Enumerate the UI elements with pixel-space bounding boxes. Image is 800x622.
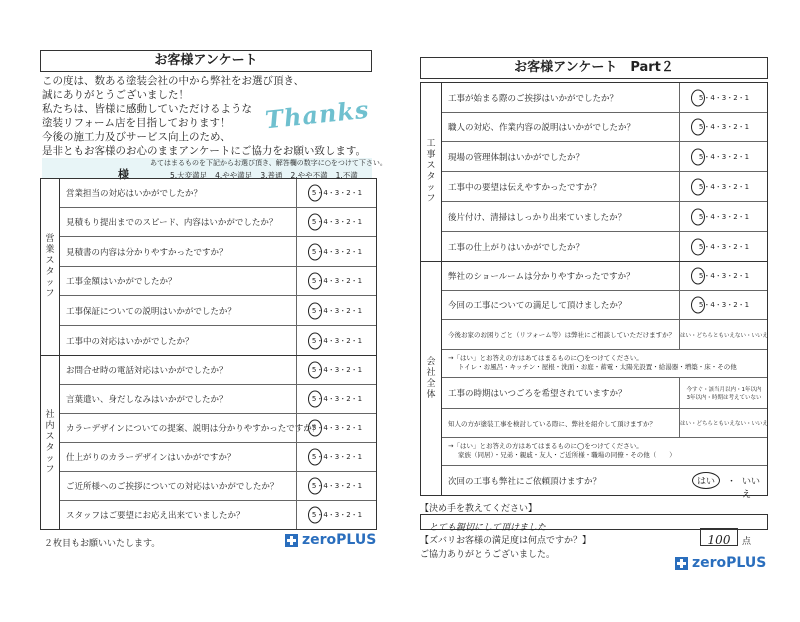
rating-scale[interactable]: 5・4・3・2・1	[296, 267, 377, 295]
table-row: 見積もり提出までのスピード、内容はいかがでしたか？ 5・4・3・2・1	[60, 208, 376, 237]
rating-scale[interactable]: 5・4・3・2・1	[296, 208, 377, 236]
section-label-sales: 営業スタッフ	[41, 179, 60, 356]
section-label-company: 会社全体	[421, 262, 442, 495]
thanks-watermark: Thanks	[263, 94, 371, 135]
rating-scale[interactable]: 5・4・3・2・1	[296, 179, 377, 207]
selected-rating-circle	[308, 214, 322, 231]
consult-choice[interactable]: はい・どちらともいえない・いいえ	[679, 320, 768, 349]
table-row: 次回の工事も弊社にご依頼頂けますか？ はい ・ いいえ	[442, 466, 767, 495]
selected-rating-circle	[691, 268, 705, 285]
table-row: 工事が始まる際のご挨拶はいかがでしたか？ 5・4・3・2・1	[442, 83, 767, 113]
rating-scale[interactable]: 5・4・3・2・1	[296, 237, 377, 266]
section-label-office: 社内スタッフ	[41, 356, 60, 529]
rating-scale[interactable]: 5・4・3・2・1	[296, 385, 377, 413]
score-label: 【ズバリお客様の満足度は何点ですか？】	[420, 536, 592, 546]
table-row: 職人の対応、作業内容の説明はいかがでしたか？ 5・4・3・2・1	[442, 113, 767, 142]
thanks-line: ご協力ありがとうございました。	[420, 550, 556, 560]
rating-scale[interactable]: 5・4・3・2・1	[296, 472, 377, 500]
selected-rating-circle	[308, 243, 322, 260]
table-row: 営業担当の対応はいかがでしたか？ 5・4・3・2・1	[60, 179, 376, 208]
score-box[interactable]	[700, 528, 738, 546]
selected-rating-circle	[308, 420, 322, 437]
right-logo: zeroPLUS	[675, 555, 766, 571]
rating-scale[interactable]: 5・4・3・2・1	[296, 443, 377, 471]
rating-scale[interactable]: 5・4・3・2・1	[679, 262, 768, 290]
selected-rating-circle	[691, 297, 705, 314]
instruction-text: あてはまるものを下記からお選び頂き、解答欄の数字に○をつけて下さい。	[150, 159, 387, 167]
table-row: 工事中の対応はいかがでしたか？ 5・4・3・2・1	[60, 326, 376, 356]
table-row: 工事金額はいかがでしたか？ 5・4・3・2・1	[60, 267, 376, 296]
selected-rating-circle	[691, 148, 705, 165]
table-row: 工事中の要望は伝えやすかったですか？ 5・4・3・2・1	[442, 172, 767, 202]
note-row-1: →「はい」とお答えの方はあてはまるものに◯をつけてください。 トイレ・お風呂・キッチン・屋根・洗面・お庭・蓄電・太陽光設置・給湯器・増築・床・その他	[442, 350, 767, 378]
selected-rating-circle	[691, 238, 705, 255]
right-title: お客様アンケート Part２	[420, 57, 768, 79]
selected-rating-circle	[308, 449, 322, 466]
reason-label: 【決め手を教えてください】	[420, 504, 538, 514]
name-suffix: 様	[118, 168, 129, 181]
table-row: 言葉遣い、身だしなみはいかがでしたか？ 5・4・3・2・1	[60, 385, 376, 414]
table-row: 後片付け、清掃はしっかり出来ていましたか？ 5・4・3・2・1	[442, 202, 767, 232]
selected-rating-circle	[691, 178, 705, 195]
table-row: お問合せ時の電話対応はいかがでしたか？ 5・4・3・2・1	[60, 356, 376, 385]
table-row: 現場の管理体制はいかがでしたか？ 5・4・3・2・1	[442, 142, 767, 172]
right-sheet	[400, 0, 800, 622]
table-row: 見積書の内容は分かりやすかったですか？ 5・4・3・2・1	[60, 237, 376, 267]
selected-rating-circle	[308, 332, 322, 349]
left-footer-note: ２枚目もお願いいたします。	[44, 539, 161, 549]
left-title: お客様アンケート	[40, 50, 372, 72]
rating-scale[interactable]: 5・4・3・2・1	[679, 232, 768, 261]
referral-choice[interactable]: はい・どちらともいえない・いいえ	[679, 409, 768, 437]
left-logo: zeroPLUS	[285, 532, 376, 548]
selected-rating-circle	[308, 362, 322, 379]
table-row: 工事の仕上がりはいかがでしたか？ 5・4・3・2・1	[442, 232, 767, 262]
selected-rating-circle	[308, 478, 322, 495]
rating-scale[interactable]: 5・4・3・2・1	[296, 326, 377, 355]
rating-scale[interactable]: 5・4・3・2・1	[679, 172, 768, 201]
rating-scale[interactable]: 5・4・3・2・1	[296, 296, 377, 325]
table-row: 今後お家のお困りごと（リフォーム等）は弊社にご相談していただけますか？ はい・どちらともいえない・いいえ	[442, 320, 767, 350]
left-survey-table	[40, 178, 377, 530]
right-survey-table	[420, 82, 769, 500]
next-no-option[interactable]: いいえ	[742, 477, 761, 500]
zeroplus-logo-icon	[285, 534, 298, 547]
left-intro: この度は、数ある塗装会社の中から弊社をお選び頂き、 誠にありがとうございました！ 私たちは、皆様に感動していただけるような 塗装リフォーム店を目指しております！ 今後の施工力及びサービス向上のため、 是非ともお客様のお心のままアンケートにご協力をお願い致します。	[42, 75, 367, 157]
rating-scale[interactable]: 5・4・3・2・1	[679, 291, 768, 319]
selected-rating-circle	[308, 391, 322, 408]
selected-rating-circle	[308, 302, 322, 319]
zeroplus-logo-icon	[675, 557, 688, 570]
rating-scale[interactable]: 5・4・3・2・1	[679, 142, 768, 171]
table-row: 知人の方が塗装工事を検討している際に、弊社を紹介して頂けますか？ はい・どちらともいえない・いいえ	[442, 409, 767, 438]
selected-rating-circle	[691, 119, 705, 136]
table-row: 弊社のショールームは分かりやすかったですか？ 5・4・3・2・1	[442, 262, 767, 291]
rating-scale[interactable]: 5・4・3・2・1	[296, 501, 377, 529]
next-yes-option[interactable]: はい	[692, 472, 720, 489]
reason-answer: とても親切にして頂けました	[429, 523, 547, 533]
rating-scale[interactable]: 5・4・3・2・1	[679, 113, 768, 141]
score-unit: 点	[742, 537, 752, 547]
rating-scale[interactable]: 5・4・3・2・1	[296, 414, 377, 442]
selected-rating-circle	[691, 89, 705, 106]
table-row: スタッフはご要望にお応え出来ていましたか？ 5・4・3・2・1	[60, 501, 376, 529]
score-value: 100	[707, 533, 731, 547]
period-options[interactable]: 今すぐ・該当月以内・1年以内 3年以内・時期は考えていない	[679, 378, 768, 408]
legend: 5.大変満足 4.やや満足 3.普通 2.やや不満 1.不満	[170, 171, 358, 180]
selected-rating-circle	[308, 273, 322, 290]
rating-scale[interactable]: 5・4・3・2・1	[679, 202, 768, 231]
table-row: 今回の工事についての満足して頂けましたか？ 5・4・3・2・1	[442, 291, 767, 320]
rating-scale[interactable]: 5・4・3・2・1	[296, 356, 377, 384]
section-label-construction: 工事スタッフ	[421, 83, 442, 262]
rating-scale[interactable]: 5・4・3・2・1	[679, 83, 768, 112]
selected-rating-circle	[308, 507, 322, 524]
table-row: 仕上がりのカラーデザインはいかがですか？ 5・4・3・2・1	[60, 443, 376, 472]
selected-rating-circle	[691, 208, 705, 225]
table-row: カラーデザインについての提案、説明は分かりやすかったですか？ 5・4・3・2・1	[60, 414, 376, 443]
table-row: 工事の時期はいつごろを希望されていますか？ 今すぐ・該当月以内・1年以内 3年以内・時期は考えていない	[442, 378, 767, 409]
note-row-2: →「はい」とお答えの方はあてはまるものに◯をつけてください。 家族（同居）・兄弟・親戚・友人・ご近所様・職場の同僚・その他（ ）	[442, 438, 767, 466]
table-row: ご近所様へのご挨拶についての対応はいかがでしたか？ 5・4・3・2・1	[60, 472, 376, 501]
selected-rating-circle	[308, 185, 322, 202]
table-row: 工事保証についての説明はいかがでしたか？ 5・4・3・2・1	[60, 296, 376, 326]
